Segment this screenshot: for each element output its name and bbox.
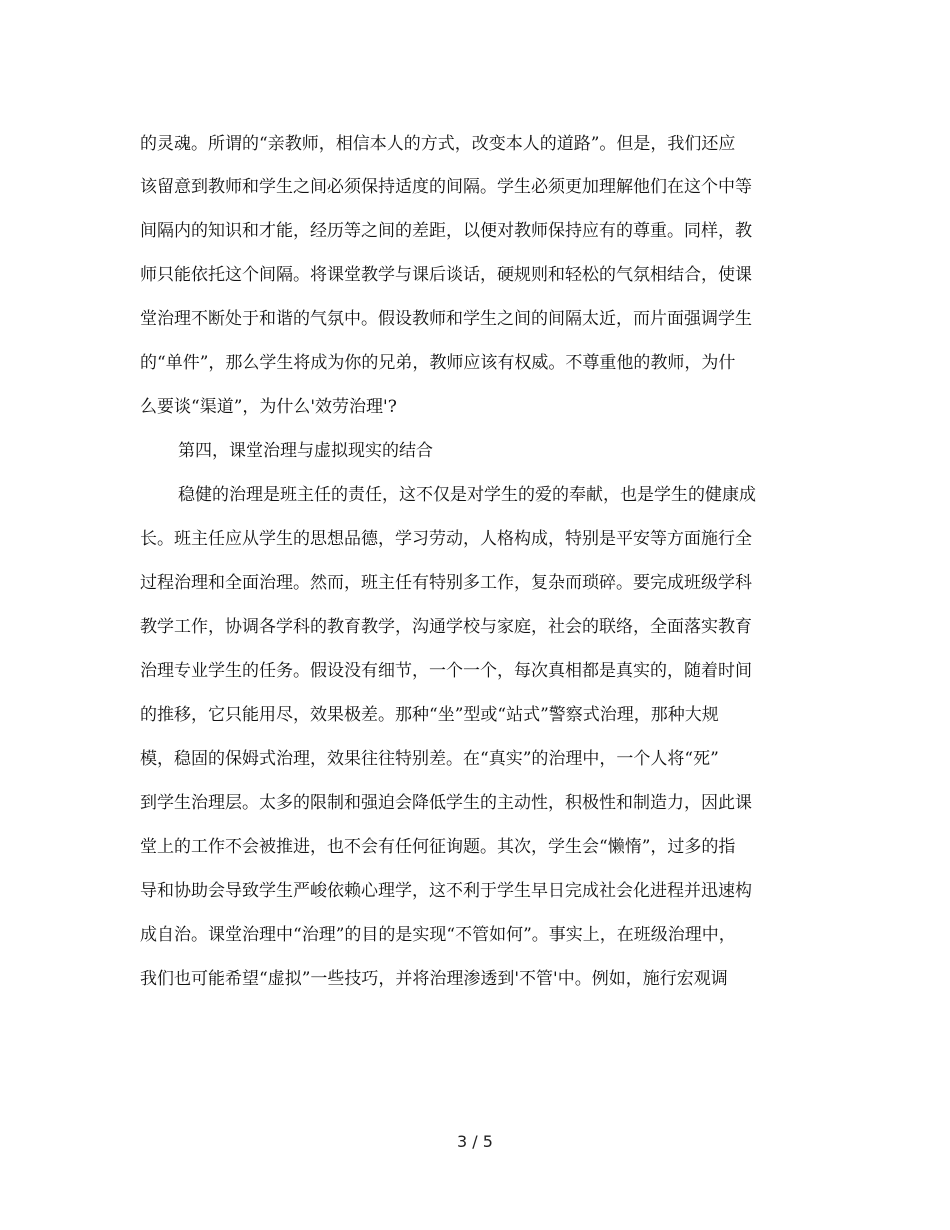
text-line: 导和协助会导致学生严峻依赖心理学，这不利于学生早日完成社会化进程并迅速构 bbox=[140, 881, 752, 901]
text-line: 长。班主任应从学生的思想品德，学习劳动，人格构成，特别是平安等方面施行全 bbox=[140, 529, 752, 549]
text-line: 该留意到教师和学生之间必须保持适度的间隔。学生必须更加理解他们在这个中等 bbox=[140, 177, 752, 197]
text-line: 我们也可能希望“虚拟”一些技巧，并将治理渗透到'不管'中。例如，施行宏观调 bbox=[140, 969, 728, 989]
text-line: 成自治。课堂治理中“治理”的目的是实现“不管如何”。事实上，在班级治理中， bbox=[140, 925, 736, 945]
text-line: 师只能依托这个间隔。将课堂教学与课后谈话，硬规则和轻松的气氛相结合，使课 bbox=[140, 265, 752, 285]
text-line: 的“单件”，那么学生将成为你的兄弟，教师应该有权威。不尊重他的教师，为什 bbox=[140, 353, 736, 373]
paragraph-start-line: 稳健的治理是班主任的责任，这不仅是对学生的爱的奉献，也是学生的健康成 bbox=[178, 485, 756, 505]
text-line: 过程治理和全面治理。然而，班主任有特别多工作，复杂而琐碎。要完成班级学科 bbox=[140, 573, 752, 593]
text-line: 的推移，它只能用尽，效果极差。那种“坐”型或“站式”警察式治理，那种大规 bbox=[140, 705, 719, 725]
text-line: 到学生治理层。太多的限制和强迫会降低学生的主动性，积极性和制造力，因此课 bbox=[140, 793, 752, 813]
text-line: 间隔内的知识和才能，经历等之间的差距，以便对教师保持应有的尊重。同样，教 bbox=[140, 221, 752, 241]
text-line: 么要谈“渠道”，为什么'效劳治理'? bbox=[140, 397, 397, 417]
text-line: 教学工作，协调各学科的教育教学，沟通学校与家庭，社会的联络，全面落实教育 bbox=[140, 617, 752, 637]
section-heading: 第四，课堂治理与虚拟现实的结合 bbox=[178, 441, 433, 461]
page-number: 3 / 5 bbox=[457, 1132, 493, 1151]
text-line: 的灵魂。所谓的“亲教师，相信本人的方式，改变本人的道路”。但是，我们还应 bbox=[140, 134, 736, 154]
text-line: 堂上的工作不会被推进，也不会有任何征询题。其次，学生会“懒惰”，过多的指 bbox=[140, 837, 736, 857]
text-line: 治理专业学生的任务。假设没有细节，一个一个，每次真相都是真实的，随着时间 bbox=[140, 661, 752, 681]
text-line: 模，稳固的保姆式治理，效果往往特别差。在“真实”的治理中，一个人将“死” bbox=[140, 749, 719, 769]
text-line: 堂治理不断处于和谐的气氛中。假设教师和学生之间的间隔太近，而片面强调学生 bbox=[140, 309, 752, 329]
